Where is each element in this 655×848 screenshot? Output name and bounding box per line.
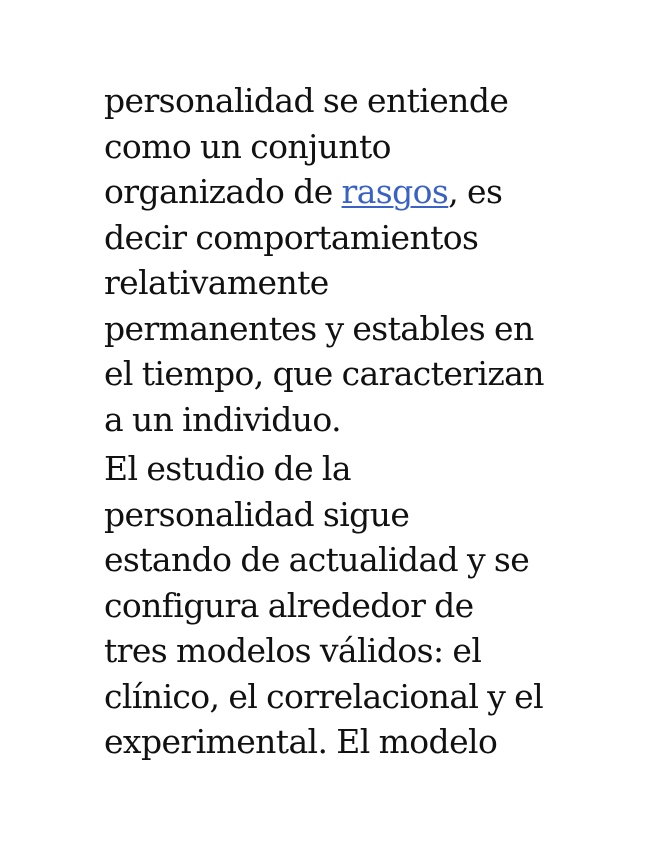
- text-line: relativamente: [104, 263, 329, 302]
- text-line: permanentes y estables en: [104, 308, 534, 348]
- rasgos-link[interactable]: rasgos: [341, 172, 449, 211]
- text-line-with-link: [104, 169, 624, 215]
- text-segment: organizado de: [104, 172, 342, 211]
- text-line: configura alrededor de: [104, 585, 474, 625]
- text-line: a un individuo.: [104, 399, 341, 439]
- text-line: estando de actualidad y se: [104, 540, 530, 579]
- text-segment: , es: [448, 172, 503, 211]
- text-line: el tiempo, que caracterizan: [104, 354, 544, 393]
- text-line: clínico, el correlacional y el: [104, 676, 544, 716]
- text-line: El estudio de la: [104, 449, 351, 488]
- paragraph-personality-models: [104, 446, 624, 765]
- text-line: experimental. El modelo: [104, 722, 498, 761]
- text-line: tres modelos válidos: el: [104, 631, 482, 670]
- paragraph-personality-definition: [104, 78, 624, 442]
- text-line: personalidad sigue: [104, 494, 410, 534]
- text-line: como un conjunto: [104, 126, 391, 166]
- text-line: personalidad se entiende: [104, 81, 509, 120]
- text-line: decir comportamientos: [104, 217, 479, 257]
